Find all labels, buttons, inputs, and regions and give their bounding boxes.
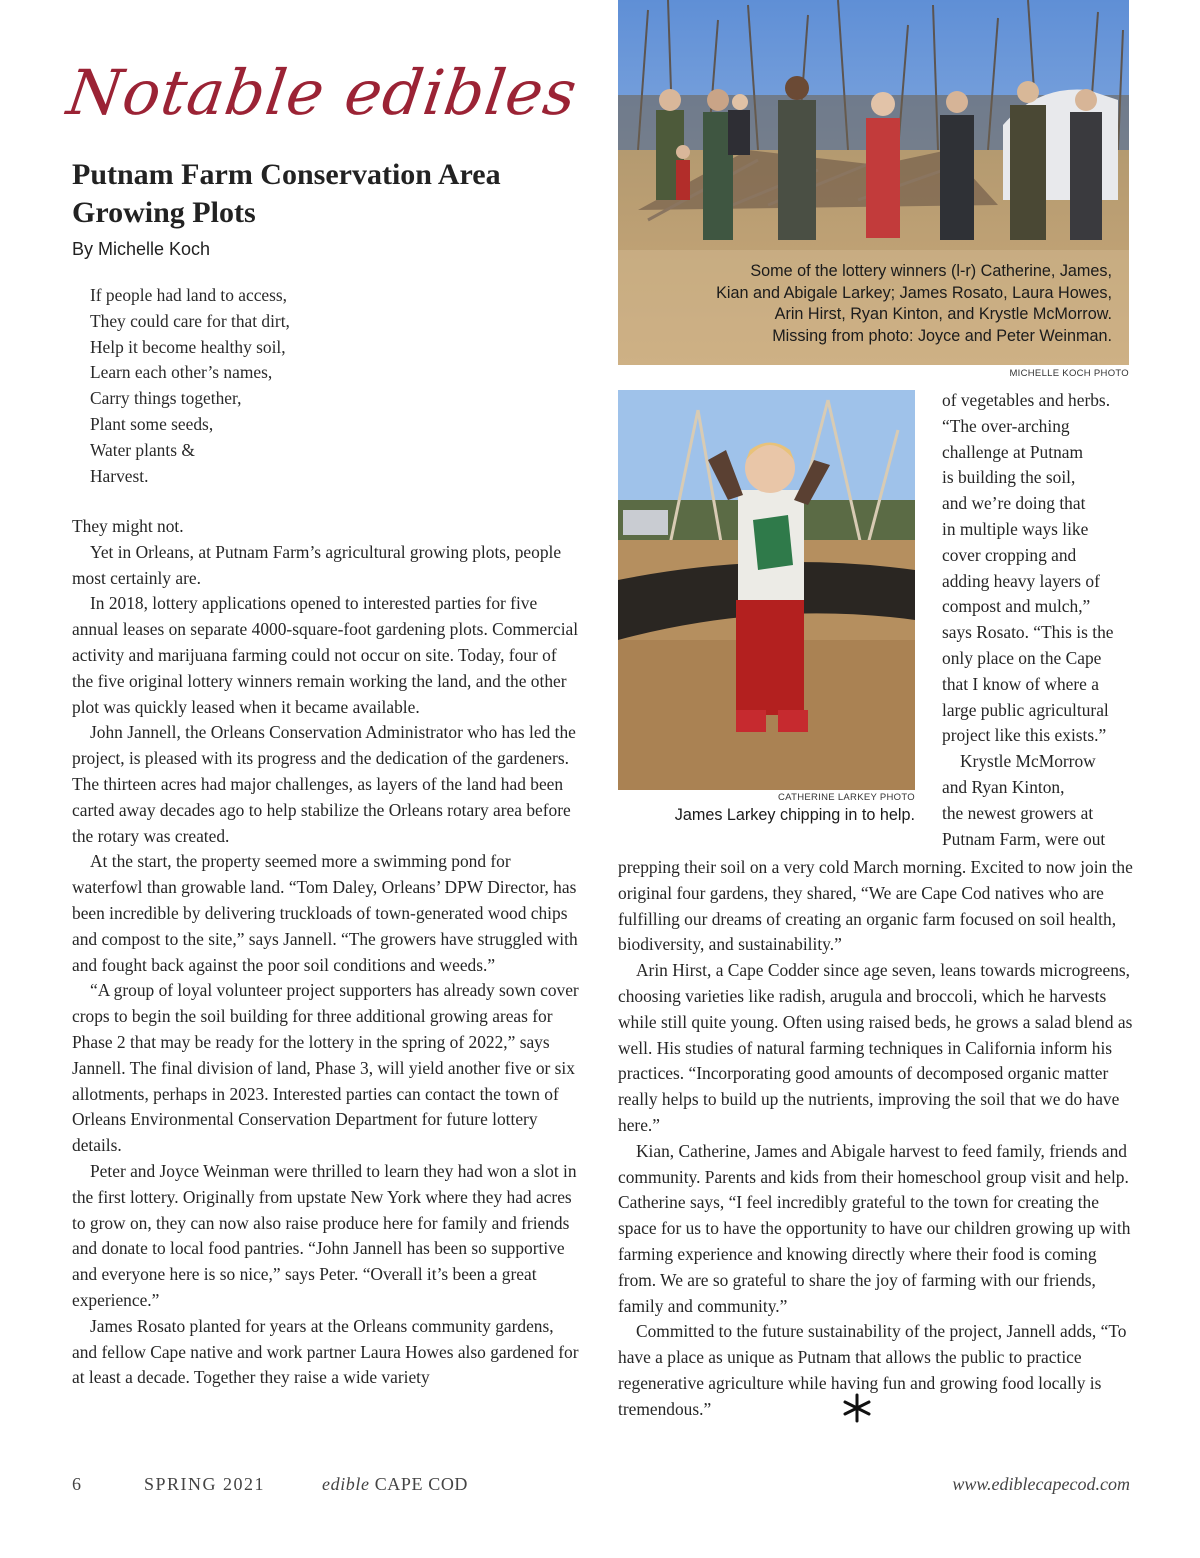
text-line: challenge at Putnam	[942, 441, 1084, 462]
text-line: adding heavy layers of	[942, 570, 1100, 591]
poem-line: Harvest.	[90, 465, 149, 486]
caption-line: Missing from photo: Joyce and Peter Weinman.	[772, 326, 1112, 345]
paragraph: They might not.	[72, 516, 184, 536]
paragraph: Kian, Catherine, James and Abigale harvest to feed family, friends and community. Parents and kids from their homeschool group visit and help. Catherine says, “I feel incredibly grateful to the town for creating the space for us to have the opportunity to have our children growing up with farming experience and knowing directly where their food is coming from. We are so grateful to share the joy of farming with our friends, family and community.”	[618, 1140, 1131, 1316]
text-line: cover cropping and	[942, 544, 1077, 565]
caption-line: Some of the lottery winners (l-r) Catherine, James,	[750, 262, 1112, 280]
poem-line: Help it become healthy soil,	[90, 336, 286, 357]
article-headline: Putnam Farm Conservation Area Growing Plots	[72, 158, 501, 229]
child-photo	[618, 390, 915, 790]
text-line: says Rosato. “This is the	[942, 622, 1114, 643]
text-line: project like this exists.”	[942, 725, 1107, 746]
right-narrow-column	[942, 388, 1132, 852]
text-line: is building the soil,	[942, 467, 1076, 488]
paragraph: “A group of loyal volunteer project supporters has already sown cover crops to begin the soil building for three additional growing areas for Phase 2 that may be ready for the lottery in the spring of 2022,” says Jannell. The final division of land, Phase 3, will yield another five or six allotments, perhaps in 2023. Interested parties can contact the town of Orleans Environmental Conservation Department for future lottery details.	[72, 980, 579, 1156]
child-photo-credit: CATHERINE LARKEY PHOTO	[778, 792, 915, 803]
group-photo-credit: MICHELLE KOCH PHOTO	[1009, 368, 1129, 379]
poem-line: Carry things together,	[90, 388, 242, 409]
page-footer	[72, 1474, 1130, 1500]
poem-line: If people had land to access,	[90, 285, 288, 305]
text-line: large public agricultural	[942, 699, 1109, 720]
poem-line: Learn each other’s names,	[90, 362, 273, 383]
poem-line: They could care for that dirt,	[90, 310, 290, 331]
text-line: in multiple ways like	[942, 518, 1089, 539]
text-line: Putnam Farm, were out	[942, 828, 1106, 849]
paragraph: John Jannell, the Orleans Conservation Administrator who has led the project, is pleased with its progress and the dedication of the gardeners. The thirteen acres had major challenges, as layers of the land had been carted away decades ago to help stabilize the Orleans rotary area before the rotary was created.	[72, 722, 576, 846]
child-photo-caption: James Larkey chipping in to help.	[674, 806, 915, 824]
page-number: 6	[72, 1474, 81, 1494]
opening-poem	[90, 283, 510, 489]
right-wide-column	[618, 855, 1133, 1423]
paragraph: Committed to the future sustainability of the project, Jannell adds, “To have a place as unique as Putnam that allows the public to practice regenerative agriculture while having fun and growing food locally is tremendous.”	[618, 1321, 1127, 1419]
text-line: compost and mulch,”	[942, 596, 1091, 617]
paragraph: Arin Hirst, a Cape Codder since age seven, leans towards microgreens, choosing varieties like radish, arugula and broccoli, which he harvests while still quite young. Often using raised beds, he grows a salad blend as well. His studies of natural farming techniques in California inform his practices. “Incorporating good amounts of decomposed organic matter really helps to build up the nutrients, improving the soil that we do have here.”	[618, 960, 1133, 1135]
left-column	[72, 514, 580, 1391]
paragraph: At the start, the property seemed more a swimming pond for waterfowl than growable land. “Tom Daley, Orleans’ DPW Director, has been incredible by delivering truckloads of town-generated wood chips and compost to the site,” says Jannell. “The growers have struggled with and fought back against the poor soil conditions and weeds.”	[72, 851, 578, 975]
text-line: only place on the Cape	[942, 647, 1102, 668]
section-kicker: Notable edibles	[62, 56, 582, 129]
paragraph: Peter and Joyce Weinman were thrilled to learn they had won a slot in the first lottery. Originally from upstate New York where they had acres to grow on, they can now also raise produce here for family and friends and donate to local food pantries. “John Jannell has been so supportive and everyone here is so nice,” says Peter. “Overall it’s been a great experience.”	[72, 1160, 577, 1310]
website-url[interactable]: www.ediblecapecod.com	[952, 1474, 1130, 1494]
publication-name	[322, 1474, 468, 1495]
text-line: Krystle McMorrow	[960, 751, 1096, 772]
paragraph: Yet in Orleans, at Putnam Farm’s agricultural growing plots, people most certainly are.	[72, 541, 562, 588]
end-mark-star-icon	[842, 1393, 872, 1423]
publication-name-rest: CAPE COD	[374, 1474, 469, 1494]
text-line: that I know of where a	[942, 673, 1099, 694]
paragraph: In 2018, lottery applications opened to interested parties for five annual leases on separate 4000-square-foot gardening plots. Commercial activity and marijuana farming could not occur on site. Today, four of the five original lottery winners remain working the land, and the other plot was quickly leased when it became available.	[72, 593, 579, 717]
text-line: and Ryan Kinton,	[942, 776, 1065, 797]
group-photo-caption	[642, 261, 1112, 347]
paragraph: prepping their soil on a very cold March morning. Excited to now join the original four gardens, they shared, “We are Cape Cod natives who are fulfilling our dreams of creating an organic farm focused on soil health, biodiversity, and sustainability.”	[618, 857, 1133, 955]
caption-line: Kian and Abigale Larkey; James Rosato, Laura Howes,	[716, 283, 1112, 302]
text-line: the newest growers at	[942, 802, 1094, 823]
poem-line: Plant some seeds,	[90, 413, 214, 434]
caption-line: Arin Hirst, Ryan Kinton, and Krystle McMorrow.	[774, 305, 1112, 323]
paragraph: James Rosato planted for years at the Orleans community gardens, and fellow Cape native and work partner Laura Howes also gardened for at least a decade. Together they raise a wide variety	[72, 1315, 579, 1388]
publication-name-italic: edible	[322, 1474, 370, 1494]
poem-line: Water plants &	[90, 439, 195, 460]
article-byline: By Michelle Koch	[72, 239, 211, 259]
issue-season: SPRING 2021	[144, 1474, 266, 1494]
text-line: of vegetables and herbs.	[942, 390, 1111, 410]
text-line: and we’re doing that	[942, 493, 1086, 514]
text-line: “The over-arching	[942, 415, 1070, 436]
